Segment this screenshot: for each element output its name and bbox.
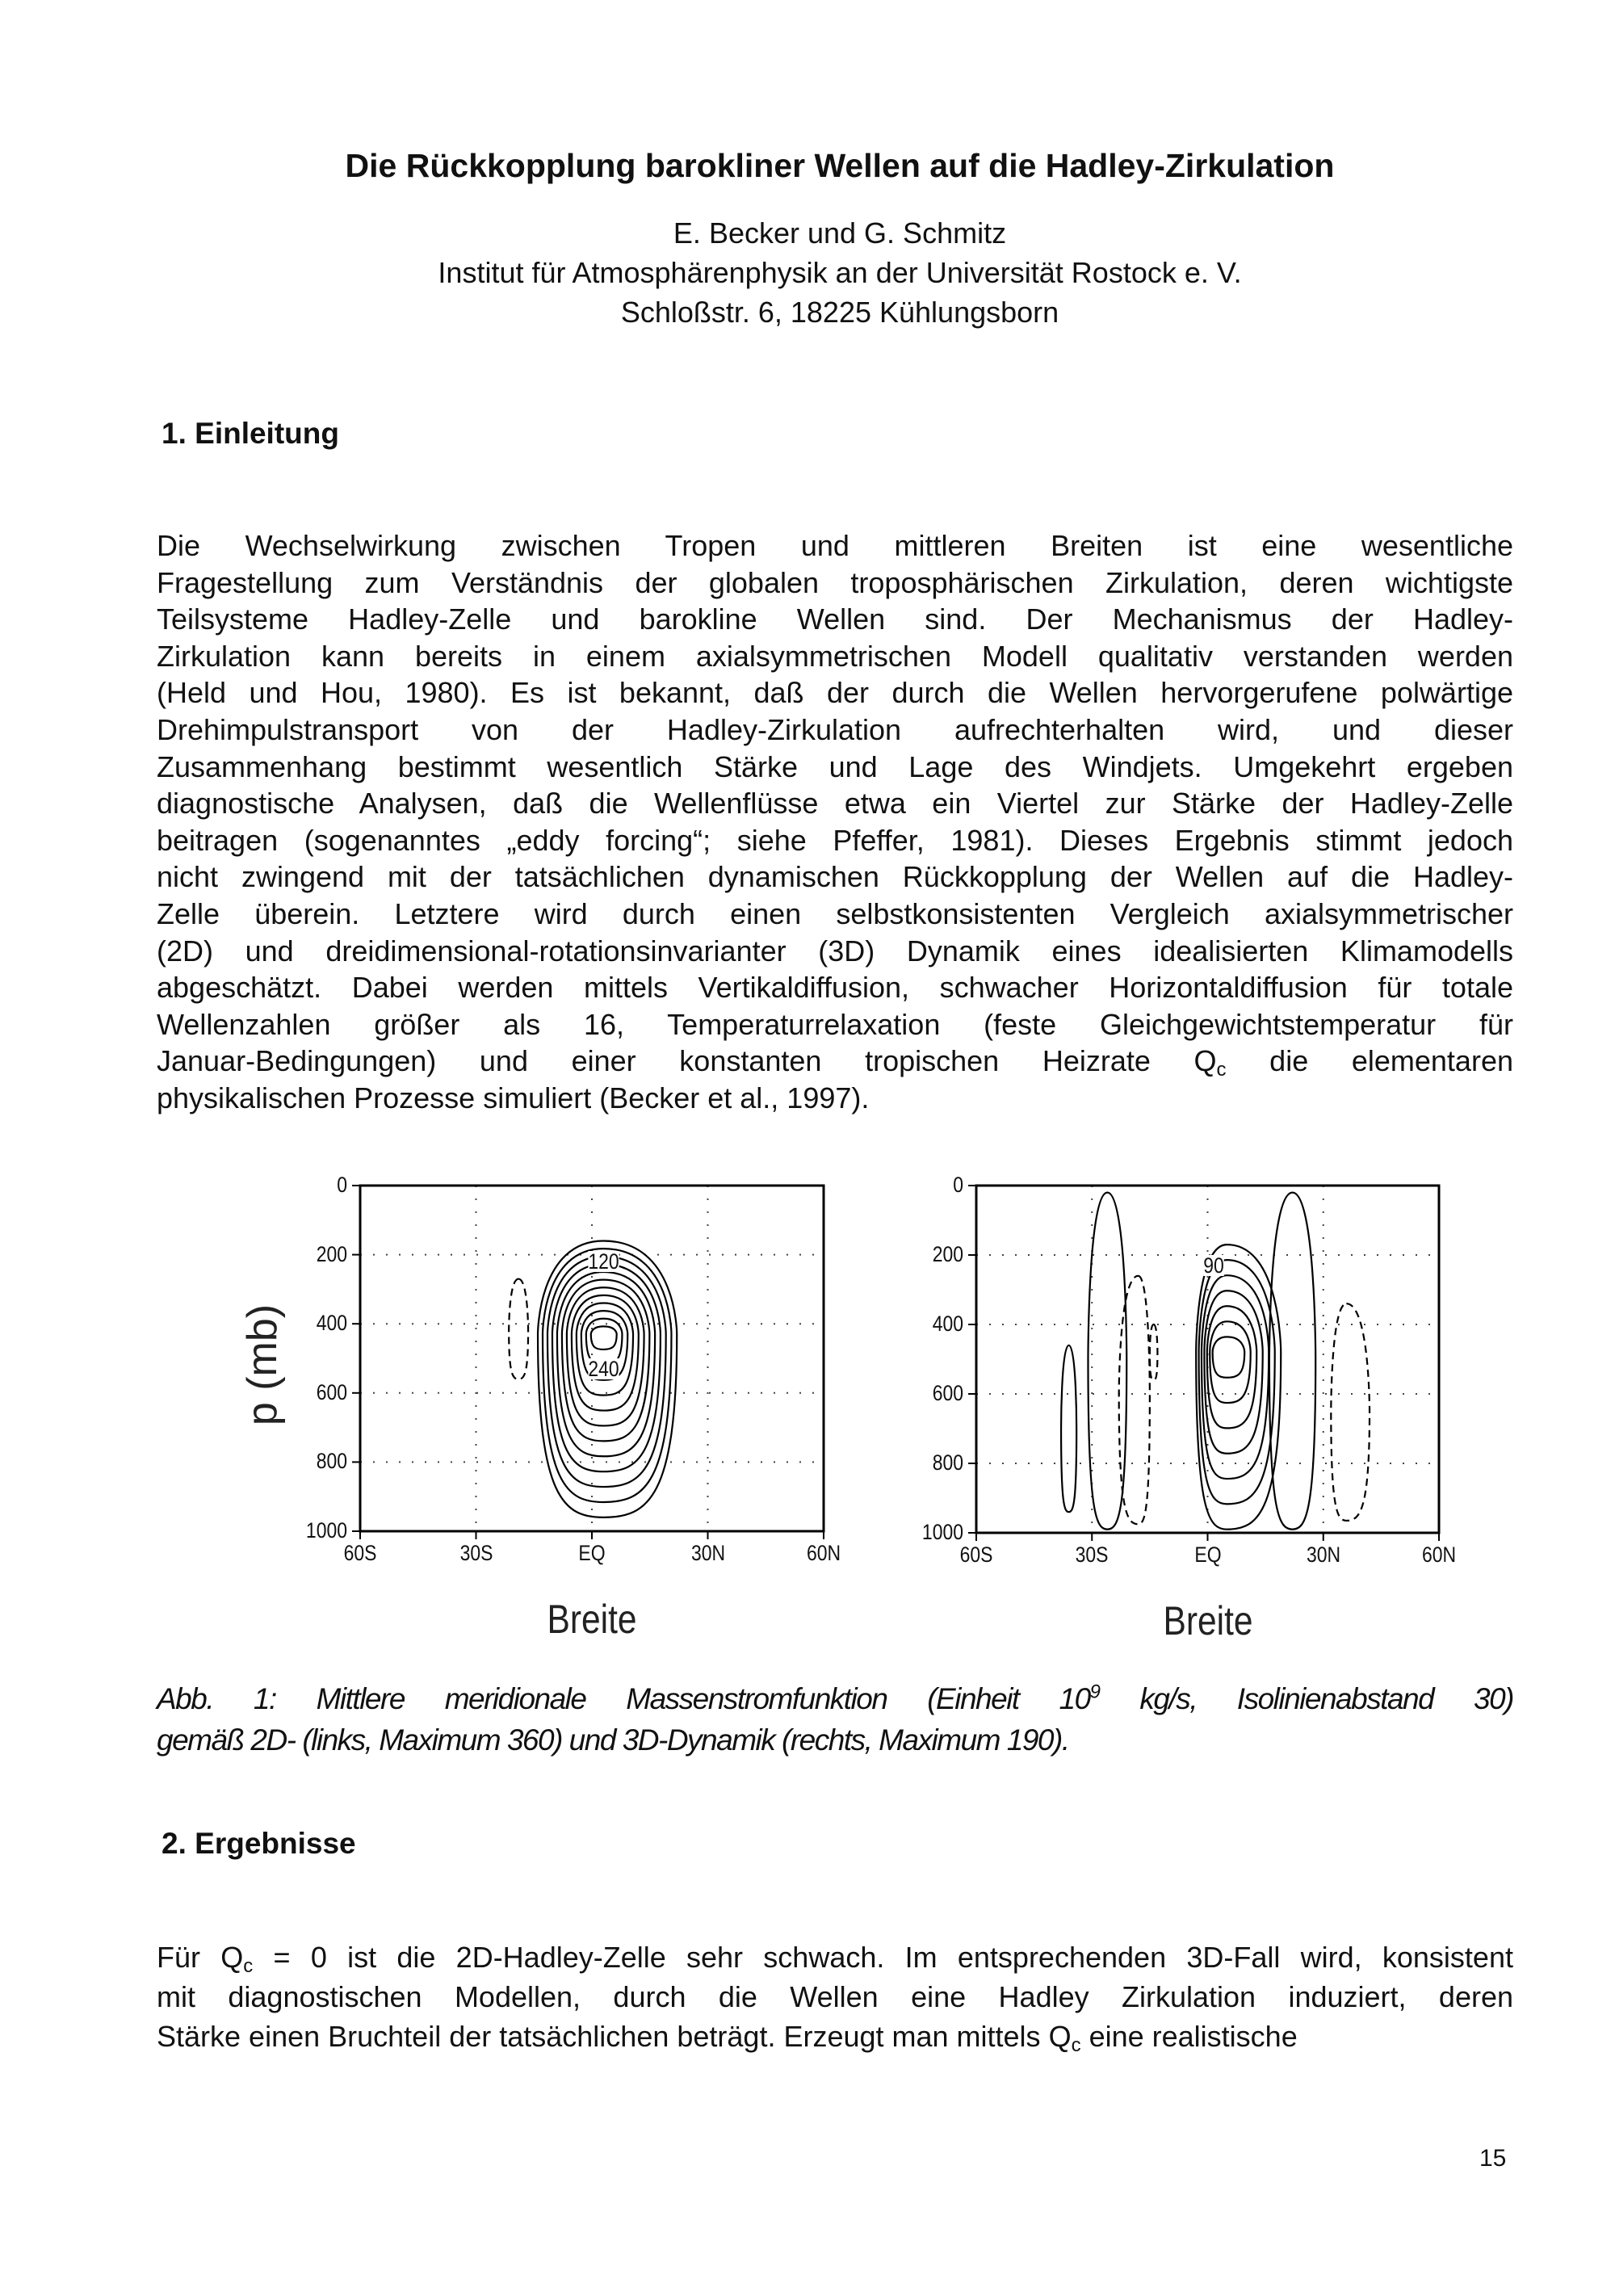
x-tick-label: 30N [1306, 1543, 1340, 1567]
y-tick-label: 600 [316, 1379, 347, 1404]
text-line: Wellenzahlen größer als 16, Temperaturrelaxation (feste Gleichgewichtstemperatur für [157, 1007, 1513, 1041]
x-tick-label: 60N [1421, 1543, 1457, 1567]
text-line: Zirkulation kann bereits in einem axialsymmetrischen Modell qualitativ verstanden werden [157, 639, 1513, 673]
text-fragment: Stärke einen Bruchteil der tatsächlichen beträgt. Erzeugt man mittels [157, 2020, 1049, 2053]
y-tick-label: 200 [316, 1241, 347, 1266]
author-address: Schloßstr. 6, 18225 Kühlungsborn [620, 296, 1059, 329]
contour-negative [1331, 1303, 1370, 1521]
x-axis-label: Breite [1162, 1598, 1253, 1643]
text-fragment: kg/s, Isolinienabstand 30) [1099, 1682, 1513, 1715]
contour-plot [976, 1186, 1439, 1533]
text-line: nicht zwingend mit der tatsächlichen dynamischen Rückkopplung der Wellen auf die Hadley- [157, 860, 1513, 894]
text-fragment: Abb. 1: Mittlere meridionale Massenstromfunktion (Einheit 10 [157, 1682, 1090, 1715]
text-line: Zusammenhang bestimmt wesentlich Stärke und Lage des Windjets. Umgekehrt ergeben [157, 749, 1513, 783]
x-axis-label: Breite [547, 1597, 637, 1642]
x-tick-label: 60S [959, 1543, 993, 1567]
text-line [157, 1682, 1513, 1716]
y-axis-label: p (mb) [239, 1303, 287, 1426]
text-line [157, 1940, 1513, 1975]
x-tick-label: 60S [343, 1541, 377, 1565]
paper-title: Die Rückkopplung barokliner Wellen auf die Hadley-Zirkulation [345, 147, 1335, 184]
text-line: mit diagnostischen Modellen, durch die Wellen eine Hadley Zirkulation induziert, deren [157, 1980, 1513, 2013]
page-number: 15 [1479, 2145, 1507, 2172]
figure-right-3d [921, 1173, 1457, 1643]
symbol-q: Q [220, 1941, 244, 1974]
text-line: diagnostische Analysen, daß die Wellenflüsse etwa ein Viertel zur Stärke der Hadley-Zelle [157, 787, 1513, 821]
contour-positive [591, 1326, 617, 1349]
contour-label: 120 [588, 1249, 620, 1274]
text-fragment: die elementaren [1226, 1044, 1513, 1078]
symbol-q: Q [1048, 2020, 1072, 2053]
text-fragment: Für [157, 1941, 221, 1974]
x-tick-label: EQ [1193, 1543, 1222, 1567]
text-line [157, 1043, 1513, 1079]
contour-negative [1150, 1324, 1158, 1380]
x-tick-label: 30S [459, 1541, 493, 1565]
y-tick-label: 0 [953, 1173, 963, 1197]
text-line: Drehimpulstransport von der Hadley-Zirkulation aufrechterhalten wird, und dieser [157, 713, 1513, 746]
contour-positive [1061, 1345, 1076, 1512]
text-line: physikalischen Prozesse simuliert (Becker et al., 1997). [157, 1081, 870, 1114]
text-line: Zelle überein. Letztere wird durch einen selbstkonsistenten Vergleich axialsymmetrischer [157, 897, 1513, 930]
subscript: c [1071, 2034, 1081, 2056]
text-fragment: eine realistische [1080, 2020, 1298, 2053]
text-line: Teilsysteme Hadley-Zelle und barokline Wellen sind. Der Mechanismus der Hadley- [157, 602, 1513, 636]
y-tick-label: 200 [932, 1242, 963, 1266]
x-tick-label: 30N [690, 1541, 725, 1565]
contour-positive [1213, 1337, 1245, 1377]
superscript: 9 [1089, 1681, 1100, 1703]
text-line: (2D) und dreidimensional-rotationsinvarianter (3D) Dynamik eines idealisierten Klimamodells [157, 934, 1513, 968]
subscript: c [243, 1955, 254, 1977]
text-line: Die Wechselwirkung zwischen Tropen und mittleren Breiten ist eine wesentliche [157, 529, 1513, 562]
text-line [157, 2019, 1513, 2055]
text-fragment: = 0 ist die 2D-Hadley-Zelle sehr schwach. Im entsprechenden 3D-Fall wird, konsistent [253, 1941, 1513, 1974]
x-tick-label: EQ [578, 1541, 606, 1565]
y-tick-label: 1000 [921, 1520, 963, 1544]
text-line: Fragestellung zum Verständnis der globalen troposphärischen Zirkulation, deren wichtigste [157, 565, 1513, 599]
symbol-q: Q [1193, 1044, 1217, 1078]
y-tick-label: 400 [932, 1312, 963, 1336]
text-fragment: Januar-Bedingungen) und einer konstanten tropischen Heizrate [157, 1044, 1194, 1078]
contour-label: 90 [1203, 1253, 1224, 1278]
contour-positive [1269, 1193, 1315, 1530]
text-line: (Held und Hou, 1980). Es ist bekannt, daß der durch die Wellen hervorgerufene polwärtige [157, 676, 1513, 710]
text-line: beitragen (sogenanntes „eddy forcing“; siehe Pfeffer, 1981). Dieses Ergebnis stimmt jedoch [157, 823, 1513, 857]
contour-negative [509, 1279, 528, 1379]
author-names: E. Becker und G. Schmitz [673, 216, 1007, 250]
text-line: abgeschätzt. Dabei werden mittels Vertikaldiffusion, schwacher Horizontaldiffusion für totale [157, 971, 1513, 1005]
author-institute: Institut für Atmosphärenphysik an der Universität Rostock e. V. [438, 256, 1242, 289]
text-line: gemäß 2D- (links, Maximum 360) und 3D-Dynamik (rechts, Maximum 190). [157, 1723, 1069, 1757]
figure-left-2d [305, 1173, 841, 1642]
y-tick-label: 400 [316, 1311, 347, 1336]
section-heading-einleitung: 1. Einleitung [162, 417, 339, 450]
subscript: c [1216, 1059, 1227, 1081]
y-tick-label: 800 [316, 1449, 347, 1474]
section-heading-ergebnisse: 2. Ergebnisse [162, 1827, 356, 1860]
contour-positive [1204, 1291, 1262, 1453]
contour-positive [1199, 1260, 1275, 1504]
contour-label: 240 [588, 1356, 620, 1381]
x-tick-label: 30S [1075, 1543, 1109, 1567]
y-tick-label: 600 [932, 1381, 963, 1405]
y-tick-label: 800 [932, 1450, 963, 1475]
y-tick-label: 1000 [305, 1518, 347, 1543]
x-tick-label: 60N [806, 1541, 841, 1565]
y-tick-label: 0 [337, 1173, 347, 1197]
